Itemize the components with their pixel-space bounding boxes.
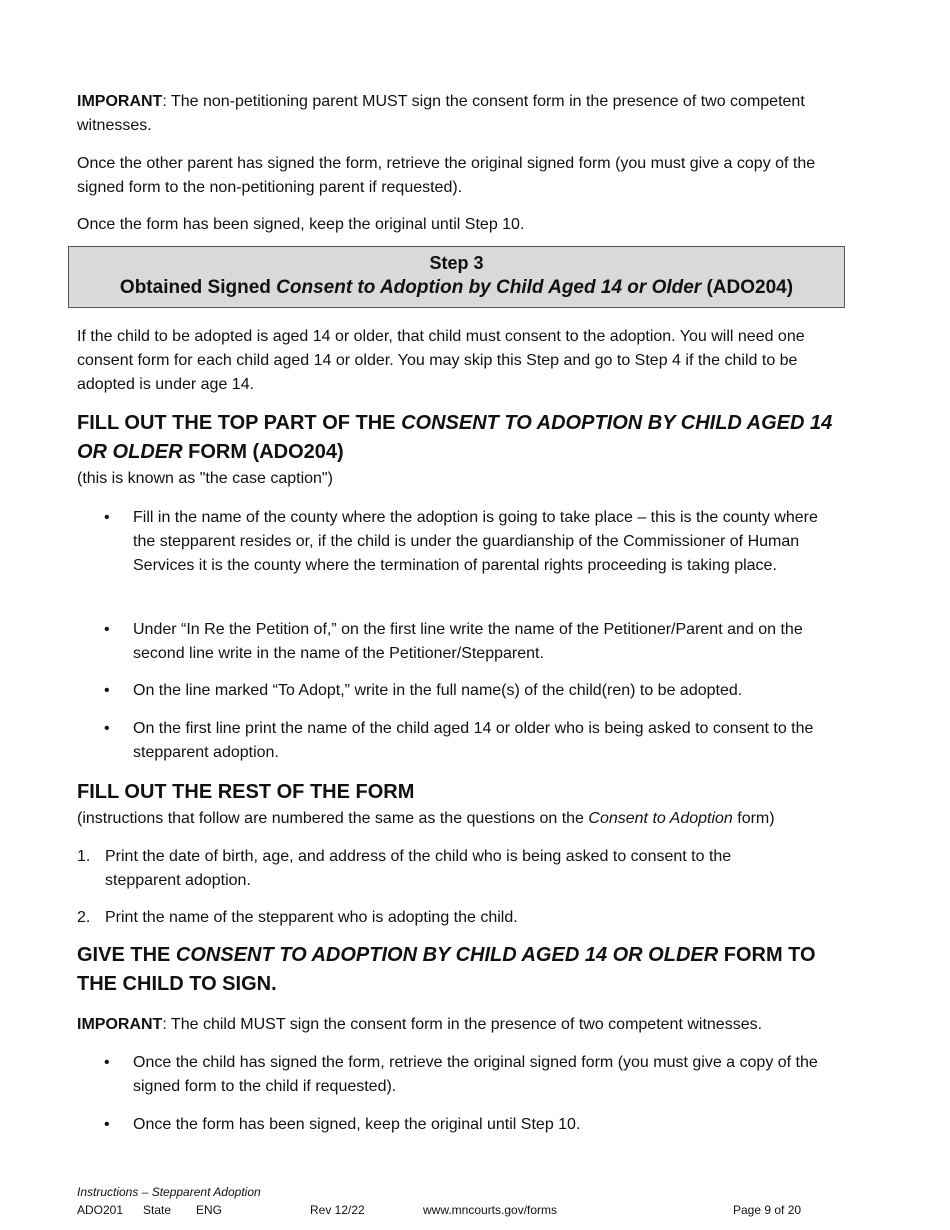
footer-title: Instructions – Stepparent Adoption <box>77 1185 261 1199</box>
bullet-icon: • <box>104 1054 110 1071</box>
step-subtitle: Obtained Signed Consent to Adoption by Child Aged 14 or Older (ADO204) <box>119 277 794 298</box>
step-paragraph: If the child to be adopted is aged 14 or older, that child must consent to the adoption. You will need one consent form for each child aged 14 or older. You may skip this Step and go to Step 4 if the child to be adopted is under age 14. <box>77 328 805 393</box>
bullet-icon: • <box>104 1116 110 1133</box>
footer-revision: Rev 12/22 <box>310 1203 365 1217</box>
section-heading-top-part: FILL OUT THE TOP PART OF THE CONSENT TO ADOPTION BY CHILD AGED 14 OR OLDER FORM (ADO204) <box>77 412 833 463</box>
step-title: Step 3 <box>429 253 484 273</box>
child-important-note: IMPORANT: The child MUST sign the consent form in the presence of two competent witnesses. <box>77 1016 763 1033</box>
retrieve-paragraph: Once the other parent has signed the form, retrieve the original signed form (you must give a copy of the signed form to the non-petitioning parent if requested). <box>77 155 816 196</box>
footer-title-line <box>77 1184 857 1200</box>
document-page: IMPORANT: The non-petitioning parent MUST sign the consent form in the presence of two competent witnesses. Once the other parent has signed the form, retrieve the original signed form (you must give a copy of the signed form to the non-petitioning parent if requested). Once the form has been signed, keep the original until Step 10. Step 3 Obtained Signed Consent to Adoption by Child Aged 14 or Older (ADO204) If the child to be adopted is aged 14 or older, that child must consent to the adoption. You will need one consent form for each child aged 14 or older. You may skip this Step and go to Step 4 if the child to be adopted is under age 14. FILL OUT THE TOP PART OF THE CONSENT TO ADOPTION BY CHILD AGED 14 OR OLDER FORM (ADO204) (this is known as "the case caption") • Fill in the name of the county where the adoption is going to take place – this is the county where the stepparent resides or, if the child is under the guardianship of the Commissioner of Human Services it is the county where the termination of parental rights proceeding is taking place. • Under “In Re the Petition of,” on the first line write the name of the Petitioner/Parent and on the second line write in the name of the Petitioner/Stepparent. • On the line marked “To Adopt,” write in the full name(s) of the child(ren) to be adopted. • On the first line print the name of the child aged 14 or older who is being asked to consent to the stepparent adoption. FILL OUT THE REST OF THE FORM (instructions that follow are numbered the same as the questions on the Consent to Adoption form) 1. Print the date of birth, age, and address of the child who is being asked to consent to the stepparent adoption. 2. Print the name of the stepparent who is adopting the child. GIVE THE CONSENT TO ADOPTION BY CHILD AGED 14 OR OLDER FORM TO THE CHILD TO SIGN. IMPORANT: The child MUST sign the consent form in the presence of two competent witnesses. • Once the child has signed the form, retrieve the original signed form (you must give a copy of the signed form to the child if requested). • Once the form has been signed, keep the original until Step 10. Instructions – Stepparent Adoption ADO201 State ENG Rev 12/22 www.mncourts.gov/forms Page 9 of 20 <box>0 0 950 1230</box>
section-heading-rest-of-form: FILL OUT THE REST OF THE FORM <box>77 781 415 803</box>
bullet-icon: • <box>104 509 110 526</box>
important-note <box>77 90 847 138</box>
footer-form-id: ADO201 <box>77 1203 124 1217</box>
important-text: : The non-petitioning parent MUST sign the consent form in the presence of two competent witnesses. <box>77 93 805 134</box>
footer-language: ENG <box>196 1203 223 1217</box>
footer-info-line <box>77 1202 857 1218</box>
footer-url[interactable]: www.mncourts.gov/forms <box>423 1203 558 1217</box>
keep-original-paragraph: Once the form has been signed, keep the original until Step 10. <box>77 216 525 233</box>
footer-page-number: Page 9 of 20 <box>733 1203 802 1217</box>
bullet-icon: • <box>104 720 110 737</box>
bullet-icon: • <box>104 682 110 699</box>
step-header-box <box>68 246 845 308</box>
numbering-note: (instructions that follow are numbered the same as the questions on the Consent to Adoption form) <box>77 810 775 827</box>
important-label: IMPORANT <box>77 1016 163 1033</box>
section-heading-give-form: GIVE THE CONSENT TO ADOPTION BY CHILD AGED 14 OR OLDER FORM TO THE CHILD TO SIGN. <box>77 944 816 995</box>
bullet-icon: • <box>104 621 110 638</box>
case-caption-note: (this is known as "the case caption") <box>77 470 333 487</box>
important-label: IMPORANT <box>77 93 163 110</box>
footer-jurisdiction: State <box>143 1203 172 1217</box>
